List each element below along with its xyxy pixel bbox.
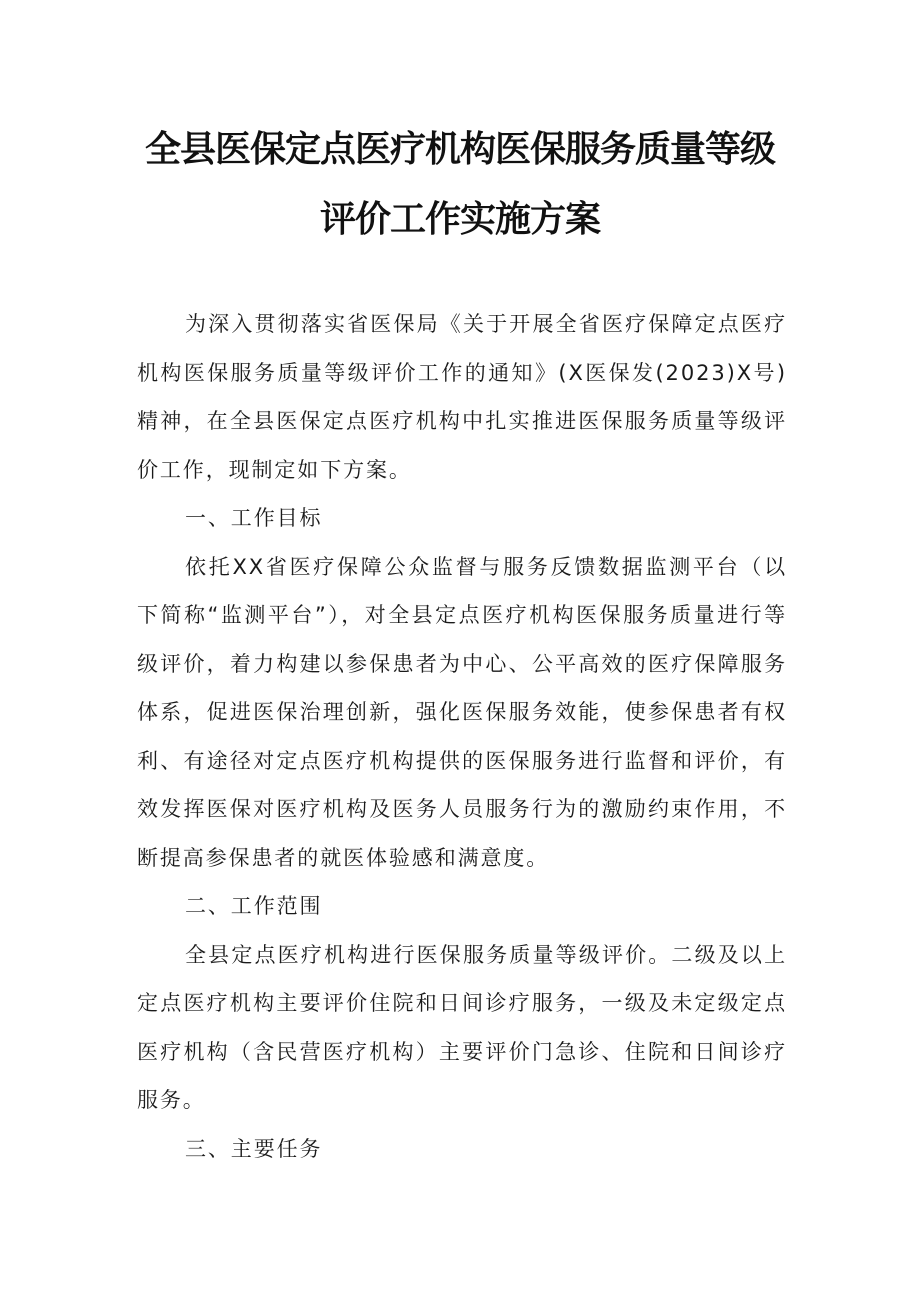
section-heading-tasks: 三、主要任务 [185,1136,323,1161]
document-body [137,300,787,1173]
goals-paragraph: 依托XX省医疗保障公众监督与服务反馈数据监测平台（以下简称“监测平台”），对全县定点医疗机构医保服务质量进行等级评价，着力构建以参保患者为中心、公平高效的医疗保障服务体系，促进医保治理创新，强化医保服务效能，使参保患者有权利、有途径对定点医疗机构提供的医保服务进行监督和评价，有效发挥医保对医疗机构及医务人员服务行为的激励约束作用，不断提高参保患者的就医体验感和满意度。 [137,554,787,870]
intro-paragraph: 为深入贯彻落实省医保局《关于开展全省医疗保障定点医疗机构医保服务质量等级评价工作的通知》(X医保发(2023)X号)精神，在全县医保定点医疗机构中扎实推进医保服务质量等级评价工作，现制定如下方案。 [137,312,787,482]
document-title-line1: 全县医保定点医疗机构医保服务质量等级 [144,129,775,170]
document-title-line2: 评价工作实施方案 [319,199,600,240]
section-heading-scope: 二、工作范围 [185,894,323,918]
scope-paragraph: 全县定点医疗机构进行医保服务质量等级评价。二级及以上定点医疗机构主要评价住院和日间诊疗服务，一级及未定级定点医疗机构（含民营医疗机构）主要评价门急诊、住院和日间诊疗服务。 [137,942,787,1112]
section-heading-goals: 一、工作目标 [185,506,323,530]
